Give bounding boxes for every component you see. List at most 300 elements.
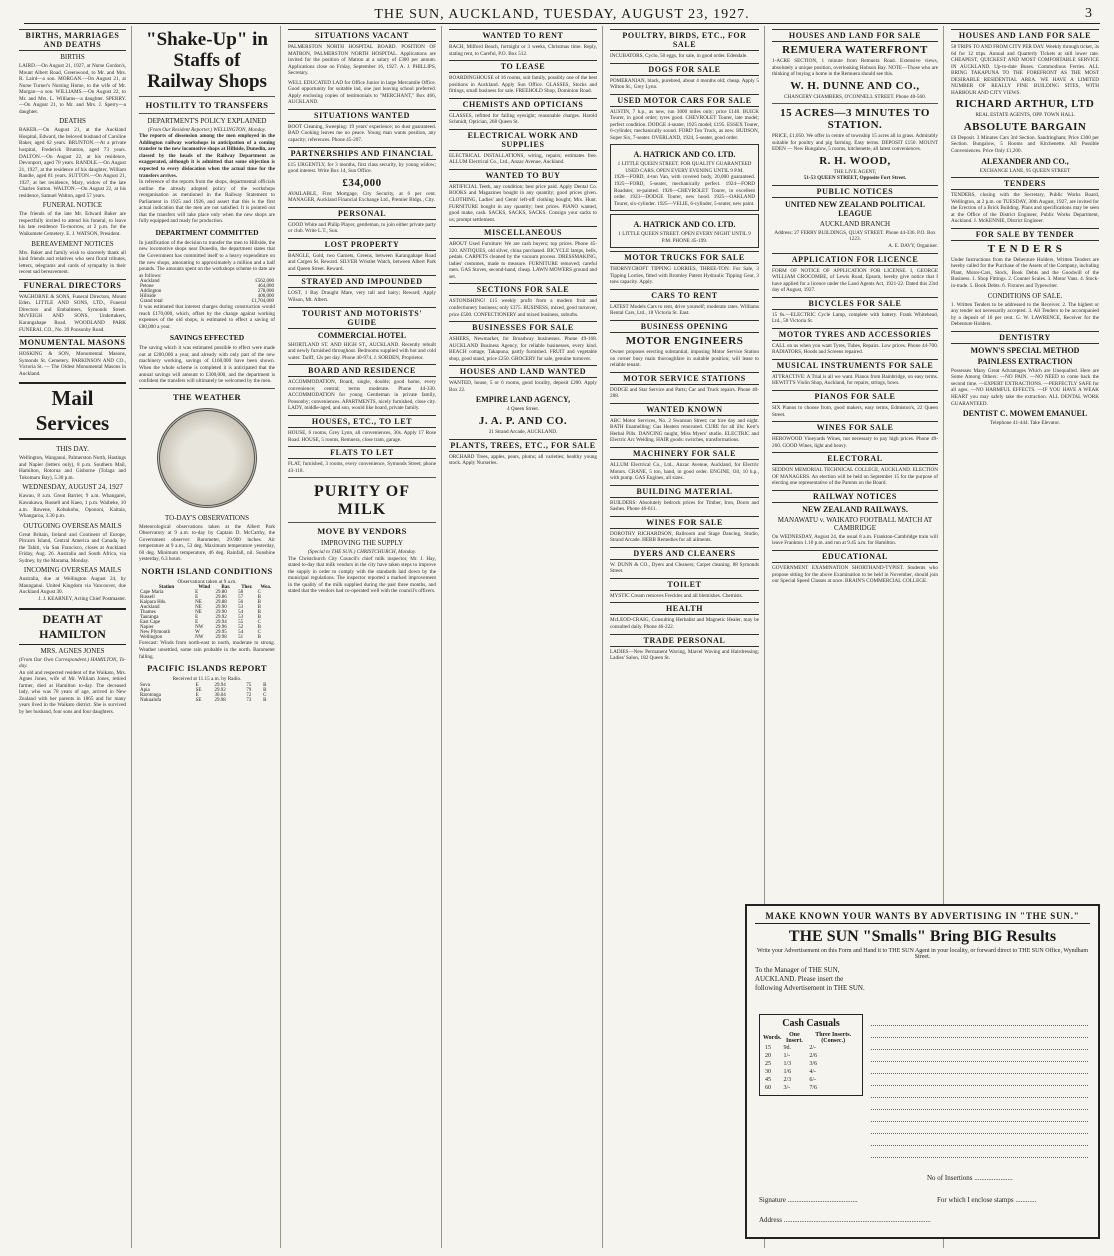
mail-signature: J. J. KEARNEY, Acting Chief Postmaster. bbox=[38, 595, 126, 602]
insertions-field[interactable]: No of Insertions ...................... bbox=[927, 1174, 1013, 1182]
north-island-subheading: Observations taken at 9 a.m. bbox=[177, 578, 237, 585]
office-junior-ad: WELL EDUCATED LAD for Office Junior in large Mercantile Office. Good opportunity for suitable lad, one just leaving school preferred. Apply enclosing copies of testimonials to "MERCHANT," Box 466, AUCKLAND. bbox=[288, 79, 436, 106]
cost-place: Hillside bbox=[140, 294, 156, 300]
funeral-directors-heading: FUNERAL DIRECTORS bbox=[19, 279, 126, 292]
wines-text-col5: DOROTHY RICHARDSON, Ballroom and Stage Dancing, Studio, Strand Arcade. HERB Remedies for all ailments. bbox=[610, 530, 759, 544]
table-row bbox=[763, 1084, 859, 1092]
table-cell: 29.95 bbox=[215, 630, 227, 636]
bicycles-text: 15 6s.—ELECTRIC Cycle Lamp, complete with battery. Frank Whitehead, Ltd., 58 Victoria St. bbox=[772, 311, 938, 325]
tenders-text: TENDERS, closing with the Secretary, Public Works Board, Wellington, at 2 p.m. on TUESDAY, 30th August, 1927, are invited for the Erection of a Brick Building. Plans and specifications may be seen at the Office of the District Engineer, Public Works Department, Auckland. J. McKENNIE, District Engineer. bbox=[951, 192, 1099, 225]
north-island-table bbox=[139, 585, 275, 640]
column-railway-weather bbox=[134, 26, 281, 1248]
used-cars-heading: USED MOTOR CARS FOR SALE bbox=[610, 94, 759, 107]
table-row bbox=[763, 1060, 859, 1068]
cost-amount: 464,000 bbox=[257, 284, 274, 290]
table-cell: Rarotonga bbox=[140, 692, 161, 698]
motor-service-heading: MOTOR SERVICE STATIONS bbox=[610, 372, 759, 385]
houses-to-let-heading: HOUSES, ETC., TO LET bbox=[288, 415, 436, 428]
railway-body-2: In justification of the decision to transfer the men to Hillside, the new locomotive shops near Dunedin, the department states that the Government has committed itself to a heavy expenditure on the new shops, amounting to approximately a million and a half pounds. The amounts spent on the workshops scheme to date are as follows: bbox=[139, 239, 275, 279]
table-cell: B bbox=[257, 625, 261, 631]
table-cell: C bbox=[263, 692, 267, 698]
mail-this-day-text: Wellington, Wanganui, Palmerston North, Hastings and Napier (letters only), 8 p.m. Southern Mail, Hamilton, Rotorua and Gisborne (Tolaga and Tokomaru Bay), 5.30 p.m. bbox=[19, 455, 126, 481]
board-residence-text: ACCOMMODATION, Board, single, double; good home, every convenience; central; terms moderate. Phone 44-330. ACCOMMODATION for young Gentleman in private family, Ponsonby; conveniences. APARTMENTS, nicely furnished, close city. LADY, middle-aged, and son, would like board, private family. bbox=[288, 379, 436, 412]
health-heading: HEALTH bbox=[610, 602, 759, 615]
remuera-text: 1-ACRE SECTION, 1 minute from Remuera Road. Extensive views, absolutely a unique position, overlooking Hobson Bay. NOTE—Those who are thinking of buying a home in the Remuera should see this. bbox=[772, 58, 938, 78]
situations-wanted-heading: SITUATIONS WANTED bbox=[288, 109, 436, 122]
electoral-heading: ELECTORAL bbox=[772, 452, 938, 465]
cost-amount: £562,000 bbox=[255, 279, 274, 285]
dentist-name: DENTIST C. MOWEM EMANUEL bbox=[962, 409, 1088, 419]
cars-to-rent-heading: CARS TO RENT bbox=[610, 289, 759, 302]
table-cell: Nukualofa bbox=[140, 697, 162, 703]
address-label: Address bbox=[759, 1216, 782, 1224]
table-cell: East Cape bbox=[140, 620, 161, 626]
motor-tyres-heading: MOTOR TYRES AND ACCESSORIES bbox=[772, 328, 938, 341]
bereavement-text: Mrs. Baker and family wish to sincerely thank all kind friends and relatives who sent floral tributes, letters, telegrams and cards of sympathy in their recent sad bereavement. bbox=[19, 249, 126, 276]
motor-service-text: DODGE and Star Service and Parts; Car and Truck repairs. Phone 40-288. bbox=[610, 386, 759, 400]
table-cell: 30.04 bbox=[214, 692, 226, 698]
table-cell: New Plymouth bbox=[140, 630, 171, 636]
personal-heading: PERSONAL bbox=[288, 207, 436, 220]
table-cell: E bbox=[195, 595, 199, 601]
table-cell: E bbox=[195, 682, 199, 688]
funeral-notice-text: The friends of the late Mr. Edward Baker are respectfully invited to attend his funeral, to leave his late residence To-morrow, at 2 p.m. for the Waikumete Cemetery. E. J. WATSON, President. bbox=[19, 211, 126, 238]
insertions-label: No of Insertions bbox=[927, 1174, 973, 1182]
auckland-branch: AUCKLAND BRANCH bbox=[819, 219, 891, 228]
cars-to-rent-text: LATEST Models Cars to rent, drive yourself; moderate rates. Williams Rental Cars, Ltd., 18 Victoria St. East. bbox=[610, 303, 759, 317]
hatrick-car-list: 1926—FORD, 4-ton Van, with covered body, 20,000 guaranteed. 1925—FORD, 5-seater, mechanically perfect. 1924—FORD Roadster, re-painted. 1926—CHEVROLET Tourer, in excellent order. 1923—DODGE Tourer, new hood. 1925—OAKLAND Tourer, six-cylinder. 1925—VELIE, 6-cylinder, 5-seater, new paint. bbox=[614, 174, 755, 207]
table-header: Wind bbox=[198, 585, 211, 591]
table-cell: 54 bbox=[238, 610, 244, 616]
table-cell: 52 bbox=[238, 625, 244, 631]
sale-by-tender-heading: FOR SALE BY TENDER bbox=[951, 228, 1099, 241]
table-cell: 9d. bbox=[783, 1045, 792, 1051]
table-cell: B bbox=[263, 682, 267, 688]
column-births-mail bbox=[14, 26, 132, 1248]
cost-place: Addington bbox=[140, 289, 162, 295]
table-cell: 29.96 bbox=[215, 625, 227, 631]
table-row bbox=[763, 1044, 859, 1052]
tenders-heading: TENDERS bbox=[951, 177, 1099, 190]
conditions-of-sale: CONDITIONS OF SALE. bbox=[987, 291, 1063, 300]
railway-text: On WEDNESDAY, August 24, the usual 8 a.m. Frankton-Cambridge train will leave Frankton 1.10 p.m. and run at 9.45 a.m. for Hamilton. bbox=[772, 533, 938, 547]
trade-personal-text: LADIES—New Permanent Waving, Marcel Waving and Hairdressing; Ladies' Salon, 182 Queen St. bbox=[610, 648, 759, 662]
chemists-heading: CHEMISTS AND OPTICIANS bbox=[449, 98, 597, 111]
pianos-text: SIX Pianos to choose from, good makers, easy terms, Edmiston's, 22 Queen Street. bbox=[772, 405, 938, 418]
table-header: Three Inserts. (Consec.) bbox=[815, 1032, 852, 1044]
funeral-notice-heading: FUNERAL NOTICE bbox=[42, 201, 103, 210]
table-cell: 53 bbox=[238, 605, 244, 611]
table-cell: NW bbox=[195, 635, 204, 641]
incoming-mails-text: Australia, due at Wellington August 24, by Maunganui. United Kingdom via Vancouver, due Auckland August 30. bbox=[19, 576, 126, 596]
signature-label: Signature bbox=[759, 1196, 786, 1204]
improving-supply: IMPROVING THE SUPPLY bbox=[320, 539, 403, 548]
plants-trees-heading: PLANTS, TREES, ETC., FOR SALE bbox=[450, 440, 596, 450]
table-header: One Insert. bbox=[786, 1032, 803, 1044]
motor-engineers: MOTOR ENGINEERS bbox=[625, 335, 744, 348]
table-row bbox=[763, 1052, 859, 1060]
table-header: Station bbox=[158, 585, 175, 591]
table-cell: SE bbox=[195, 687, 202, 693]
businesses-for-sale-heading: BUSINESSES FOR SALE bbox=[449, 321, 597, 334]
personal-text: GOOD White and Philip Player, gentleman, to join either private party or club. Write L.T., Sun. bbox=[288, 221, 436, 235]
absolute-bargain-text: £6 Deposit. 3 Minutes Cars 3rd Section. Sandringham; Price £300 per Section. Bungalow, 5 Rooms and Kitchenette. All Possible Conveniences. Price Only £1,200. bbox=[951, 134, 1099, 155]
miscellaneous-heading: MISCELLANEOUS bbox=[449, 226, 597, 239]
hatrick-name-1: A. HATRICK AND CO. LTD. bbox=[633, 150, 736, 160]
pianos-heading: PIANOS FOR SALE bbox=[772, 390, 938, 403]
tenders-display: T E N D E R S bbox=[987, 242, 1063, 255]
houses-to-let-text: HOUSE, 6 rooms, Grey Lynn, all conveniences, 30s. Apply 17 Rose Road. HOUSE, 5 rooms, Remuera, close tram, garage. bbox=[288, 429, 436, 443]
building-material-text: BUILDERS: Absolutely bedrock prices for Timber, Iron, Doors and Sashes. Phone 46-611. bbox=[610, 499, 759, 513]
wanted-known-heading: WANTED KNOWN bbox=[610, 403, 759, 416]
death-at-hamilton-heading: DEATH AT HAMILTON bbox=[19, 608, 126, 645]
houses-wanted-heading: HOUSES AND LAND WANTED bbox=[449, 365, 597, 378]
money-available-amount: £34,000 bbox=[342, 176, 382, 189]
table-cell: 4/- bbox=[809, 1069, 817, 1075]
application-licence-heading: APPLICATION FOR LICENCE bbox=[772, 253, 938, 266]
table-cell: 54 bbox=[238, 630, 244, 636]
table-cell: 29.88 bbox=[215, 600, 227, 606]
table-cell: E bbox=[195, 692, 199, 698]
table-cell: NW bbox=[195, 625, 204, 631]
building-material-heading: BUILDING MATERIAL bbox=[610, 485, 759, 498]
commercial-hotel-name: COMMERCIAL HOTEL bbox=[317, 330, 407, 340]
table-header: Bar. bbox=[221, 585, 231, 591]
educational-text: GOVERNMENT EXAMINATION SHORTHAND-TYPIST. Students who propose sitting for the above Examination to be held in November, should join our Special Speed Classes at once. BRAIN'S COMMERCIAL COLLEGE. bbox=[772, 564, 938, 585]
table-cell: 29.94 bbox=[214, 682, 226, 688]
table-cell: Auckland bbox=[140, 605, 160, 611]
table-cell: 1/6 bbox=[783, 1069, 792, 1075]
dogs-text: POMERANIAN, black, purebred, about 4 months old; cheap. Apply 5 Wilton St., Grey Lynn. bbox=[610, 77, 759, 91]
motor-trucks-heading: MOTOR TRUCKS FOR SALE bbox=[610, 251, 759, 264]
painless-extraction: PAINLESS EXTRACTION bbox=[977, 356, 1073, 366]
railway-headline: "Shake-Up" in Staffs of Railway Shops bbox=[146, 29, 268, 92]
hatrick-ad-1 bbox=[610, 144, 759, 211]
political-league-name: UNITED NEW ZEALAND POLITICAL LEAGUE bbox=[784, 199, 926, 218]
table-cell: Wellington bbox=[140, 635, 163, 641]
smalls-title: THE SUN "Smalls" Bring BIG Results bbox=[788, 928, 1057, 945]
table-cell: B bbox=[257, 610, 261, 616]
table-cell: 51 bbox=[238, 635, 244, 641]
flats-to-let-text: FLAT, furnished, 3 rooms, every convenience, Symonds Street; phone 43-118. bbox=[288, 461, 436, 474]
table-cell: Russell bbox=[140, 595, 155, 601]
empire-land-agency: EMPIRE LAND AGENCY, bbox=[475, 395, 571, 405]
table-cell: NE bbox=[195, 610, 202, 616]
table-cell: 79 bbox=[246, 687, 252, 693]
electrical-text: ELECTRICAL INSTALLATIONS, wiring, repairs; estimates free. ALLUM Electrical Co., Ltd., Anzac Avenue, Auckland. bbox=[449, 152, 597, 166]
wanted-to-buy-heading: WANTED TO BUY bbox=[449, 169, 597, 182]
cost-amount: 278,000 bbox=[257, 289, 274, 295]
richard-arthur-name: RICHARD ARTHUR, LTD bbox=[955, 98, 1095, 111]
trade-personal-heading: TRADE PERSONAL bbox=[610, 634, 759, 647]
cost-place: Petone bbox=[140, 284, 154, 290]
lost-property-text: BANGLE, Gold, two Garnets, Greens, between Karangahape Road and Cargen St. Reward. SILVER Wristlet Watch, between Albert Park and Queen Street. Reward. bbox=[288, 252, 436, 272]
poultry-heading: POULTRY, BIRDS, ETC., FOR SALE bbox=[610, 29, 759, 51]
deaths-heading: DEATHS bbox=[59, 117, 86, 126]
businesses-for-sale-text: ASHERS, Newmarket, for Broadway businesses. Phone 49-168. AUCKLAND Business Agency, for reliable businesses, every kind. BEACH cottage, Takapuna, partly furnished. FRUIT and vegetable shop, good stand, price £250. GROCERY for sale, genuine turnover. bbox=[449, 336, 597, 362]
electoral-text: SEDDON MEMORIAL TECHNICAL COLLEGE, AUCKLAND. ELECTION OF MANAGERS. An election will be held on September 15 for the purpose of electing one representative of the Parents on the Board. bbox=[772, 467, 938, 487]
weather-subheading: TO-DAY'S OBSERVATIONS bbox=[164, 513, 249, 522]
table-cell: C bbox=[257, 620, 261, 626]
cost-total-label: Grand total bbox=[140, 299, 163, 305]
table-cell: 2/3 bbox=[783, 1077, 792, 1083]
dentist-address: Telephone 41-444. Take Elevator. bbox=[990, 420, 1060, 427]
death-subheading: MRS. AGNES JONES bbox=[40, 646, 105, 655]
motor-trucks-text: THORNYCROFT TIPPING LORRIES, THREE-TON. For Sale, 3 Tipping Lorries, fitted with Bromley Patent Hydraulic Tipping Gear, 3 tons capacity. Apply. bbox=[610, 266, 759, 286]
railway-notices-heading: RAILWAY NOTICES bbox=[772, 490, 938, 503]
table-cell: Cape Maria bbox=[140, 590, 164, 596]
toilet-text: MYSTIC Cream removes Freckles and all blemishes. Chemists. bbox=[610, 592, 743, 599]
table-cell: E bbox=[195, 590, 199, 596]
forecast-text: Forecast: Winds from north-east to north, moderate to strong. Weather unsettled, some rain probable in the north. Barometer falling. bbox=[139, 640, 275, 660]
smalls-banner: MAKE KNOWN YOUR WANTS BY ADVERTISING IN "THE SUN." bbox=[755, 911, 1090, 924]
table-cell: B bbox=[257, 595, 261, 601]
table-cell: 60 bbox=[765, 1085, 771, 1091]
table-header: Wea. bbox=[260, 585, 272, 591]
fifteen-acres-text: PRICE, £1,050. We offer in centre of township 15 acres all in grass. Admirably suitable for poultry and pig farming. Easy terms. DEPOSIT £150. MOUNT EDEN — New Bungalow, 5 rooms, kitchenette, all latest conveniences. bbox=[772, 133, 938, 153]
column-situations bbox=[283, 26, 442, 1248]
application-licence-text: FORM OF NOTICE OF APPLICATION FOR LICENSE. I, GEORGE WILLIAM CROCOMBE, of Lewis Road, Epsom, hereby give notice that I have applied for a licence under the Land Agents Act, 1921-22. Dated this 23rd day of August, 1927. bbox=[772, 267, 938, 294]
address-field[interactable]: Address .................................................................................... bbox=[759, 1216, 931, 1224]
table-cell: 29.80 bbox=[215, 590, 227, 596]
toilet-heading: TOILET bbox=[610, 578, 759, 591]
page-number: 3 bbox=[1085, 6, 1092, 21]
monumental-masons-heading: MONUMENTAL MASONS bbox=[19, 338, 126, 348]
table-cell: NE bbox=[195, 600, 202, 606]
wood-name: R. H. WOOD, bbox=[819, 154, 891, 167]
table-cell: 29.92 bbox=[215, 615, 227, 621]
railway-subheadline: HOSTILITY TO TRANSFERS bbox=[145, 99, 269, 110]
fifteen-acres-heading: 15 ACRES—3 MINUTES TO STATION. bbox=[780, 107, 930, 132]
pacific-islands-table bbox=[139, 683, 275, 703]
conditions-text: 1. Written Tenders to be addressed to the Receiver. 2. The highest or any tender not necessarily accepted. 3. All Tenders to be accompanied by a deposit of 10 per cent. G. W. LAWRENCE, Receiver for the Debenture Holders. bbox=[951, 301, 1099, 328]
table-cell: 7/6 bbox=[809, 1085, 818, 1091]
table-cell: B bbox=[263, 697, 267, 703]
educational-heading: EDUCATIONAL bbox=[772, 550, 938, 563]
births-marriages-deaths-heading: BIRTHS, MARRIAGES AND DEATHS bbox=[19, 29, 126, 51]
flats-to-let-heading: FLATS TO LET bbox=[288, 446, 436, 459]
table-row bbox=[763, 1076, 859, 1084]
weather-text: Meteorological observations taken at the Albert Park Observatory at 9 a.m. to-day by Captain D. McCarthy, the Government observer: Barometer, 29.900 inches. Air temperature at 9 a.m., 53 deg. Maximum temperature yesterday, 60 deg. Minimum temperature, 46 deg. Rainfall, nil. Sunshine yesterday, 6.3 hours. bbox=[139, 523, 275, 563]
alexander-address: EXCHANGE LANE, 95 QUEEN STREET bbox=[979, 167, 1071, 174]
board-residence-heading: BOARD AND RESIDENCE bbox=[288, 364, 436, 377]
railway-body-1: In reference of the reports from the shops, departmental officials outline the already adopted policy of the workshops reorganisation as mentioned in the Railway Statement to Parliament in 1925 and 1926, and assert that this is the first actual indication that the men are not satisfied. It is pointed out that the transfers will take place only when the new shops are fully equipped and ready for production. bbox=[139, 179, 275, 225]
wines-heading-col5: WINES FOR SALE bbox=[610, 516, 759, 529]
table-cell: 45 bbox=[765, 1077, 771, 1083]
public-notices-heading: PUBLIC NOTICES bbox=[772, 185, 938, 198]
wines-text: HEROWOOD Vineyards Wines, not necessary to pay high prices. Phone 49-260. GOOD Wines, light and heavy. bbox=[772, 436, 938, 449]
takapuna-ad: 58 TRIPS TO AND FROM CITY PER DAY. Weekly through ticket, 3s 6d for 12 trips. Annual and Quarterly Tickets at still lower rate. CHEAPEST, QUICKEST AND MOST COMFORTABLE SERVICE IN AUCKLAND. Up-to-date Buses. Commodious Ferries. ALL BRING TAKAPUNA TO THE FOREFRONT AS THE MOST DESIRABLE RESIDENTIAL AREA. WE HAVE A LIMITED NUMBER OF REALLY FINE BUILDING SITES, WITH HARBOUR AND CITY VIEWS. bbox=[951, 44, 1099, 96]
situations-wanted-text: BOOT Cleaning, Sweeping: 19 years' experience; no dust guaranteed. BAD Cooking leaves me no peace. Young man wants position, any capacity; references. Phone 45-207. bbox=[288, 123, 436, 144]
mail-this-day: THIS DAY. bbox=[56, 445, 89, 454]
hatrick-name-2: A. HATRICK AND CO. LTD. bbox=[633, 220, 736, 230]
cash-casuals-title: Cash Casuals bbox=[782, 1018, 840, 1029]
sections-for-sale-heading: SECTIONS FOR SALE bbox=[449, 283, 597, 296]
column-motors bbox=[605, 26, 765, 1248]
empire-land-agency-address: 4 Queen Street. bbox=[506, 406, 540, 413]
jap-and-co-address: 31 Strand Arcade, AUCKLAND. bbox=[488, 428, 558, 435]
chemists-text: GLASSES, refitted for failing eyesight; reasonable charges. Harold Schmidt, Optician, 268 Queen St. bbox=[449, 112, 597, 126]
houses-wanted-text: WANTED, house, 5 or 6 rooms, good locality, deposit £200. Apply Box 22. bbox=[449, 380, 597, 393]
machinery-text: ALLUM Electrical Co., Ltd., Anzac Avenue, Auckland, for Electric Motors. CRANE, 5 ton, hand, in good order. ENGINE, Oil, 10 h.p., with pump. GAS Engines, all sizes. bbox=[610, 461, 759, 482]
table-cell: 56 bbox=[238, 600, 244, 606]
to-lease-heading: TO LEASE bbox=[449, 60, 597, 73]
to-lease-text: BOARDINGHOUSE of 16 rooms, suit family, possibly one of the best positions in Auckland. Apply Sun Office. GLASSES, Stocks and fittings, small business for sale. FREEHOLD Shop, Dominion Road. bbox=[449, 75, 597, 95]
plants-trees-text: ORCHARD Trees, apples, pears, plums; all varieties; healthy young stock. Apply Nurseries. bbox=[449, 453, 597, 467]
table-cell: 30 bbox=[765, 1069, 771, 1075]
table-cell: E bbox=[195, 620, 199, 626]
wood-address: 51-53 QUEEN STREET, Opposite Fort Street. bbox=[803, 175, 907, 182]
table-cell: Tauranga bbox=[140, 615, 159, 621]
signature-field[interactable]: Signature ........................................ bbox=[759, 1196, 858, 1204]
table-cell: 29.90 bbox=[215, 605, 227, 611]
lost-property-heading: LOST PROPERTY bbox=[288, 238, 436, 251]
table-cell: 20 bbox=[765, 1053, 771, 1059]
dyers-text: W. DUNN & CO., Dyers and Cleaners; Carpet cleaning. 88 Symonds Street. bbox=[610, 561, 759, 575]
musical-instruments-text: ATTRACTIVE: A Trial is all we want. Pianos from Bainbridge, on easy terms. HEWITT'S Violin Shop, Auckland, for repairs, strings, bows. bbox=[772, 373, 938, 387]
incoming-mails-heading: INCOMING OVERSEAS MAILS bbox=[23, 566, 122, 575]
purity-text: The Christchurch City Council's chief milk inspector, Mr. J. Hay, stated to-day that milk vendors in the city have taken steps to improve the supply in order to comply with the standards laid down by the municipal regulations. The inspector reported a marked improvement in the quality of the milk supplied during the past three months, and stated that the vendors had co-operated well with the council's officers. bbox=[288, 555, 436, 595]
sale-by-tender-text: Under Instructions from the Debenture Holders, Written Tenders are hereby called for the Purchase of the Assets of the Company, including Plant, Motor-Cars, Stock, Book Debts and the Goodwill of the Business. 1. Shop Fittings. 2. Counter Scales. 3. Motor Vans. 4. Stock-in-trade. 5. Book Debts. 6. Fixtures and Typewriter. bbox=[951, 256, 1099, 290]
jap-and-co: J. A. P. AND CO. bbox=[478, 414, 568, 427]
remuera-waterfront: REMUERA WATERFRONT bbox=[782, 44, 928, 56]
table-cell: 2/- bbox=[809, 1045, 817, 1051]
table-cell: 73 bbox=[246, 697, 252, 703]
tourist-guide-heading: TOURIST AND MOTORISTS' GUIDE bbox=[288, 307, 436, 329]
table-cell: B bbox=[257, 635, 261, 641]
births-text: LAIRD.—On August 21, 1927, at Nurse Gordon's, Mount Albert Road, Greenwood, to Mr. and Mrs. R. Laird—a son. MORGAN.—On August 21, at Nurse Turner's Nursing Home, to the wife of Mr. Morgan—a son. WILLIAMS.—On August 22, to Mr. and Mrs. L. Williams—a daughter. SPERRY.—On August 21, to Mr. and Mrs. J. Sperry—a daughter. bbox=[19, 63, 126, 115]
partnerships-text: £15 URGENTLY, for 3 months, first class security, by young widow; good interest. Write Box 14, Sun Office. bbox=[288, 161, 436, 175]
advertisement-lines[interactable] bbox=[871, 1014, 1088, 1164]
machinery-heading: MACHINERY FOR SALE bbox=[610, 447, 759, 460]
table-header: Ther. bbox=[241, 585, 253, 591]
table-cell: Napier bbox=[140, 625, 154, 631]
wines-heading: WINES FOR SALE bbox=[772, 421, 938, 434]
mail-services-title: Mail Services bbox=[19, 382, 126, 440]
table-cell: 72 bbox=[246, 692, 252, 698]
table-cell: 29.98 bbox=[215, 635, 227, 641]
railway-deck: DEPARTMENT'S POLICY EXPLAINED bbox=[147, 116, 267, 125]
table-cell: 29.94 bbox=[215, 620, 227, 626]
pacific-islands-subheading: Received at 11.15 a.m. by Radio. bbox=[172, 676, 242, 683]
table-cell: W bbox=[195, 630, 200, 636]
masthead-title: THE SUN, AUCKLAND, TUESDAY, AUGUST 23, 1927. bbox=[374, 6, 750, 22]
league-signature: A. E. DAVY, Organiser. bbox=[888, 243, 938, 250]
pacific-islands-heading: PACIFIC ISLANDS REPORT bbox=[147, 663, 267, 674]
table-cell: 6/- bbox=[809, 1077, 817, 1083]
table-row bbox=[139, 698, 275, 703]
railway-intro: The reports of dissension among the men employed in the Addington railway workshops in anticipation of a coming transfer to the new locomotive shops at Hillside, Dunedin, are classed by the heads of the Railway Department as exaggerated, although it is admitted that some objection is expected to every dislocation when the actual time for the transfers arrives. bbox=[139, 133, 275, 179]
dyers-heading: DYERS AND CLEANERS bbox=[610, 547, 759, 560]
table-cell: Suva bbox=[140, 682, 150, 688]
mail-wednesday-text: Kawau, 8 a.m. Great Barrier, 9 a.m. Whangarei, Kawakawa, Russell and Kaeo, 1 p.m. Waiheke, 10 a.m. Rawene, Kohukohu, Opononi, Kaitaia, Whangaroa, 3.30 p.m. bbox=[19, 493, 126, 520]
richard-arthur-sub: REAL ESTATE AGENTS, OPP. TOWN HALL bbox=[975, 112, 1075, 119]
wanted-to-rent-text: BACH, Milford Beach, fortnight or 3 weeks, Christmas time. Reply, stating rent, to Careful, P.O. Box 512. bbox=[449, 44, 597, 57]
table-cell: 3/- bbox=[783, 1085, 791, 1091]
enclose-label: For which I enclose stamps bbox=[937, 1196, 1014, 1204]
railway-name: NEW ZEALAND RAILWAYS. bbox=[802, 504, 908, 514]
table-cell: Thames bbox=[140, 610, 156, 616]
cash-casuals-box bbox=[759, 1014, 863, 1096]
purity-source: (Special to THE SUN.) CHRISTCHURCH, Monday. bbox=[307, 549, 417, 556]
business-opening-text: Owner proposes erecting substantial, imposing Motor Service Station on corner busy main thoroughfare in suitable position; will lease to reliable tenant. bbox=[610, 349, 759, 369]
table-cell: NE bbox=[195, 605, 202, 611]
table-cell: 2/6 bbox=[809, 1053, 818, 1059]
table-cell: Kaipara Hds. bbox=[140, 600, 167, 606]
railway-body-4: The saving which it was estimated possible to effect were made out at £200,000 a year, and already with only part of the new machinery working, savings of £160,000 have been shown. When the whole scheme is completed it is anticipated that the annual savings will amount to £300,000, and the department is confident the transfers will ultimately be welcomed by the men. bbox=[139, 345, 275, 385]
table-cell: B bbox=[257, 600, 261, 606]
deaths-text: BAKER.—On August 21, at the Auckland Hospital, Edward, the beloved husband of Caroline Baker, aged 62 years. BRUNTON.—At a private hospital, Frederick Brunton, aged 73 years. DALTON.—On August 22, at his residence, Devonport, aged 70 years. RANDLE.—On August 21, 1927, at the residence of his daughter, William Randle, aged 81 years. SUTTON.—On August 21, 1927, at her residence, Mary, widow of the late Charles Sutton. WALTON.—On August 22, at his residence, Samuel Walton, aged 57 years. bbox=[19, 127, 126, 199]
hatrick-address-1: 1 LITTLE QUEEN STREET. FOR QUALITY GUARANTEED USED CARS. OPEN EVERY EVENING UNTIL 9 P.M. bbox=[617, 161, 752, 174]
alexander-name: ALEXANDER AND CO., bbox=[981, 156, 1069, 166]
table-cell: C bbox=[257, 590, 261, 596]
births-heading: BIRTHS bbox=[60, 53, 85, 61]
table-header: Words. bbox=[763, 1035, 782, 1041]
death-text: An old and respected resident of the Waikato, Mrs. Agnes Jones, wife of Mr. William Jones, retired farmer, died at Hamilton to-day. The deceased lady, who was 78 years of age, arrived in New Zealand with her parents in 1865 and for many years lived in the Waikato district. She is survived by her husband, four sons and four daughters. bbox=[19, 669, 126, 715]
dunne-address: CHANCERY CHAMBERS, O'CONNELL STREET. Phone 40-560. bbox=[784, 93, 926, 100]
dogs-heading: DOGS FOR SALE bbox=[610, 63, 759, 76]
table-cell: 15 bbox=[765, 1045, 771, 1051]
miscellaneous-text: ABOUT Used Furniture: We are cash buyers; top prices. Phone 45-320. ANTIQUES, old silver, china purchased. BICYCLE lamps, bells, pedals. CARPETS cleaned by the vacuum process. DRESSMAKING, ladies' costumes, made to measure. FURNITURE removed; careful men. GAS Stoves, second-hand, cheap. LAWN MOWERS ground and set. bbox=[449, 241, 597, 280]
table-cell: C bbox=[257, 630, 261, 636]
commercial-hotel-text: SHORTLAND ST. AND HIGH ST., AUCKLAND. Recently rebuilt and newly furnished throughout. Bedrooms supplied with hot and cold water. Tariff, 12s per day. Phone 40-974. J. SORDEN, Proprietor. bbox=[288, 341, 436, 361]
table-cell: Apia bbox=[140, 687, 150, 693]
situations-vacant-heading: SITUATIONS VACANT bbox=[288, 29, 436, 42]
enclose-field[interactable]: For which I enclose stamps ............ bbox=[937, 1196, 1037, 1204]
table-cell: 1/- bbox=[783, 1053, 791, 1059]
table-cell: 25 bbox=[765, 1061, 771, 1067]
sun-smalls-form bbox=[745, 904, 1100, 1239]
weather-heading: THE WEATHER bbox=[172, 391, 242, 402]
business-opening-heading: BUSINESS OPENING bbox=[610, 320, 759, 333]
table-cell: 3/6 bbox=[809, 1061, 818, 1067]
railway-source: (From Our Resident Reporter.) WELLINGTON, Monday. bbox=[147, 126, 267, 133]
hatrick-address-2: 1 LITTLE QUEEN STREET. OPEN EVERY NIGHT UNTIL 9 P.M. PHONE 45-199. bbox=[618, 231, 751, 244]
railway-event: MANAWATU v. WAIKATO FOOTBALL MATCH AT CAMBRIDGE bbox=[777, 515, 933, 532]
cost-total-value: £1,704,000 bbox=[251, 299, 274, 305]
sections-for-sale-text: ASTONISHING! £15 weekly profit from a modern fruit and confectionery business; only £375. BUSINESS, mixed, good turnover, price £500. CONFECTIONERY and mixed business, suburbs. bbox=[449, 298, 597, 318]
dunne-name: W. H. DUNNE AND CO., bbox=[790, 79, 920, 92]
death-source: (From Our Own Correspondent.) HAMILTON, To-day. bbox=[19, 656, 126, 670]
hospital-ad: PALMERSTON NORTH HOSPITAL BOARD. POSITION OF MATRON, PALMERSTON NORTH HOSPITAL. Applications are invited for the position of Matron at a salary of £300 per annum. Applications close on Friday, September 16, 1927. A. J. PHILLIPS, Secretary. bbox=[288, 44, 436, 77]
strayed-text: LOST, 1 Bay Draught Mare, very tall and hairy; Reward; Apply Wilson, Mt. Albert. bbox=[288, 290, 436, 304]
hatrick-ad-2 bbox=[610, 214, 759, 248]
dental-text: Possesses Many Great Advantages Which are Unequalled. Here are Some Among Others: —NO PAIN. —NO NEED to come back the second time. —EXPERT EXTRACTIONS. —PERFECTLY SAFE for all ages. —NO HARMFUL EFFECTS. —IF YOU HAVE A WEAK HEART you may safely take the extraction. ALL DENTAL WORK GUARANTEED. bbox=[951, 367, 1099, 407]
outgoing-mails-heading: OUTGOING OVERSEAS MAILS bbox=[23, 521, 122, 530]
column-wanted bbox=[444, 26, 603, 1248]
houses-land-sale-heading-2: HOUSES AND LAND FOR SALE bbox=[951, 29, 1099, 42]
savings-effected-heading: SAVINGS EFFECTED bbox=[169, 333, 245, 343]
bereavement-heading: BEREAVEMENT NOTICES bbox=[31, 239, 114, 248]
table-cell: 29.98 bbox=[214, 697, 226, 703]
funeral-directors-text: WAGHORNE & SONS, Funeral Directors, Mount Eden. LITTLE AND SONS, LTD., Funeral Directors and Embalmers, Symonds Street. McVEIGH AND SONS, Undertakers, Karangahape Road. WOODLAND PARK FUNERAL CO., No. 39 Ponsonby Road. bbox=[19, 293, 126, 333]
cash-casuals-table bbox=[763, 1032, 859, 1092]
outgoing-mails-text: Great Britain, Ireland and Continent of Europe, Pitcairn Island, Central America and Canada, by the Tahiti, via San Francisco, closes at Auckland Friday, Aug. 26. Australia and South Africa, via Sydney, by the Marama, Monday. bbox=[19, 531, 126, 564]
wood-sub: THE LIVE AGENT, bbox=[833, 168, 877, 175]
table-row bbox=[763, 1068, 859, 1076]
wanted-known-text: ABC Motor Services, No. 2 Swanson Street; car hire day and night. BATH Enamelling: Gas Heaters renovated. CURE for all ills: Kerr's Herbal Pills. DANCING taught, Miss Myers' studio. ELECTRIC and Electric Arc Welding. HAIR goods: switches, transformations. bbox=[610, 417, 759, 444]
table-cell: 53 bbox=[238, 615, 244, 621]
railway-body-3: It was estimated that interest charges during construction would reach £170,000, which, offset by the change against working expenses of the old shops, is estimated to effect a saving of £80,000 a year. bbox=[139, 304, 275, 330]
dentistry-heading: DENTISTRY bbox=[951, 331, 1099, 344]
smalls-to-manager: To the Manager of THE SUN, AUCKLAND. Please insert the following Advertisement in THE SUN. bbox=[755, 966, 865, 993]
cost-amount: 400,000 bbox=[257, 294, 274, 300]
purity-of-milk-headline: PURITY OF MILK bbox=[314, 483, 410, 519]
table-cell: 29.86 bbox=[215, 595, 227, 601]
table-cell: E bbox=[195, 615, 199, 621]
table-cell: B bbox=[263, 687, 267, 693]
mail-wednesday: WEDNESDAY, AUGUST 24, 1927 bbox=[22, 483, 123, 492]
